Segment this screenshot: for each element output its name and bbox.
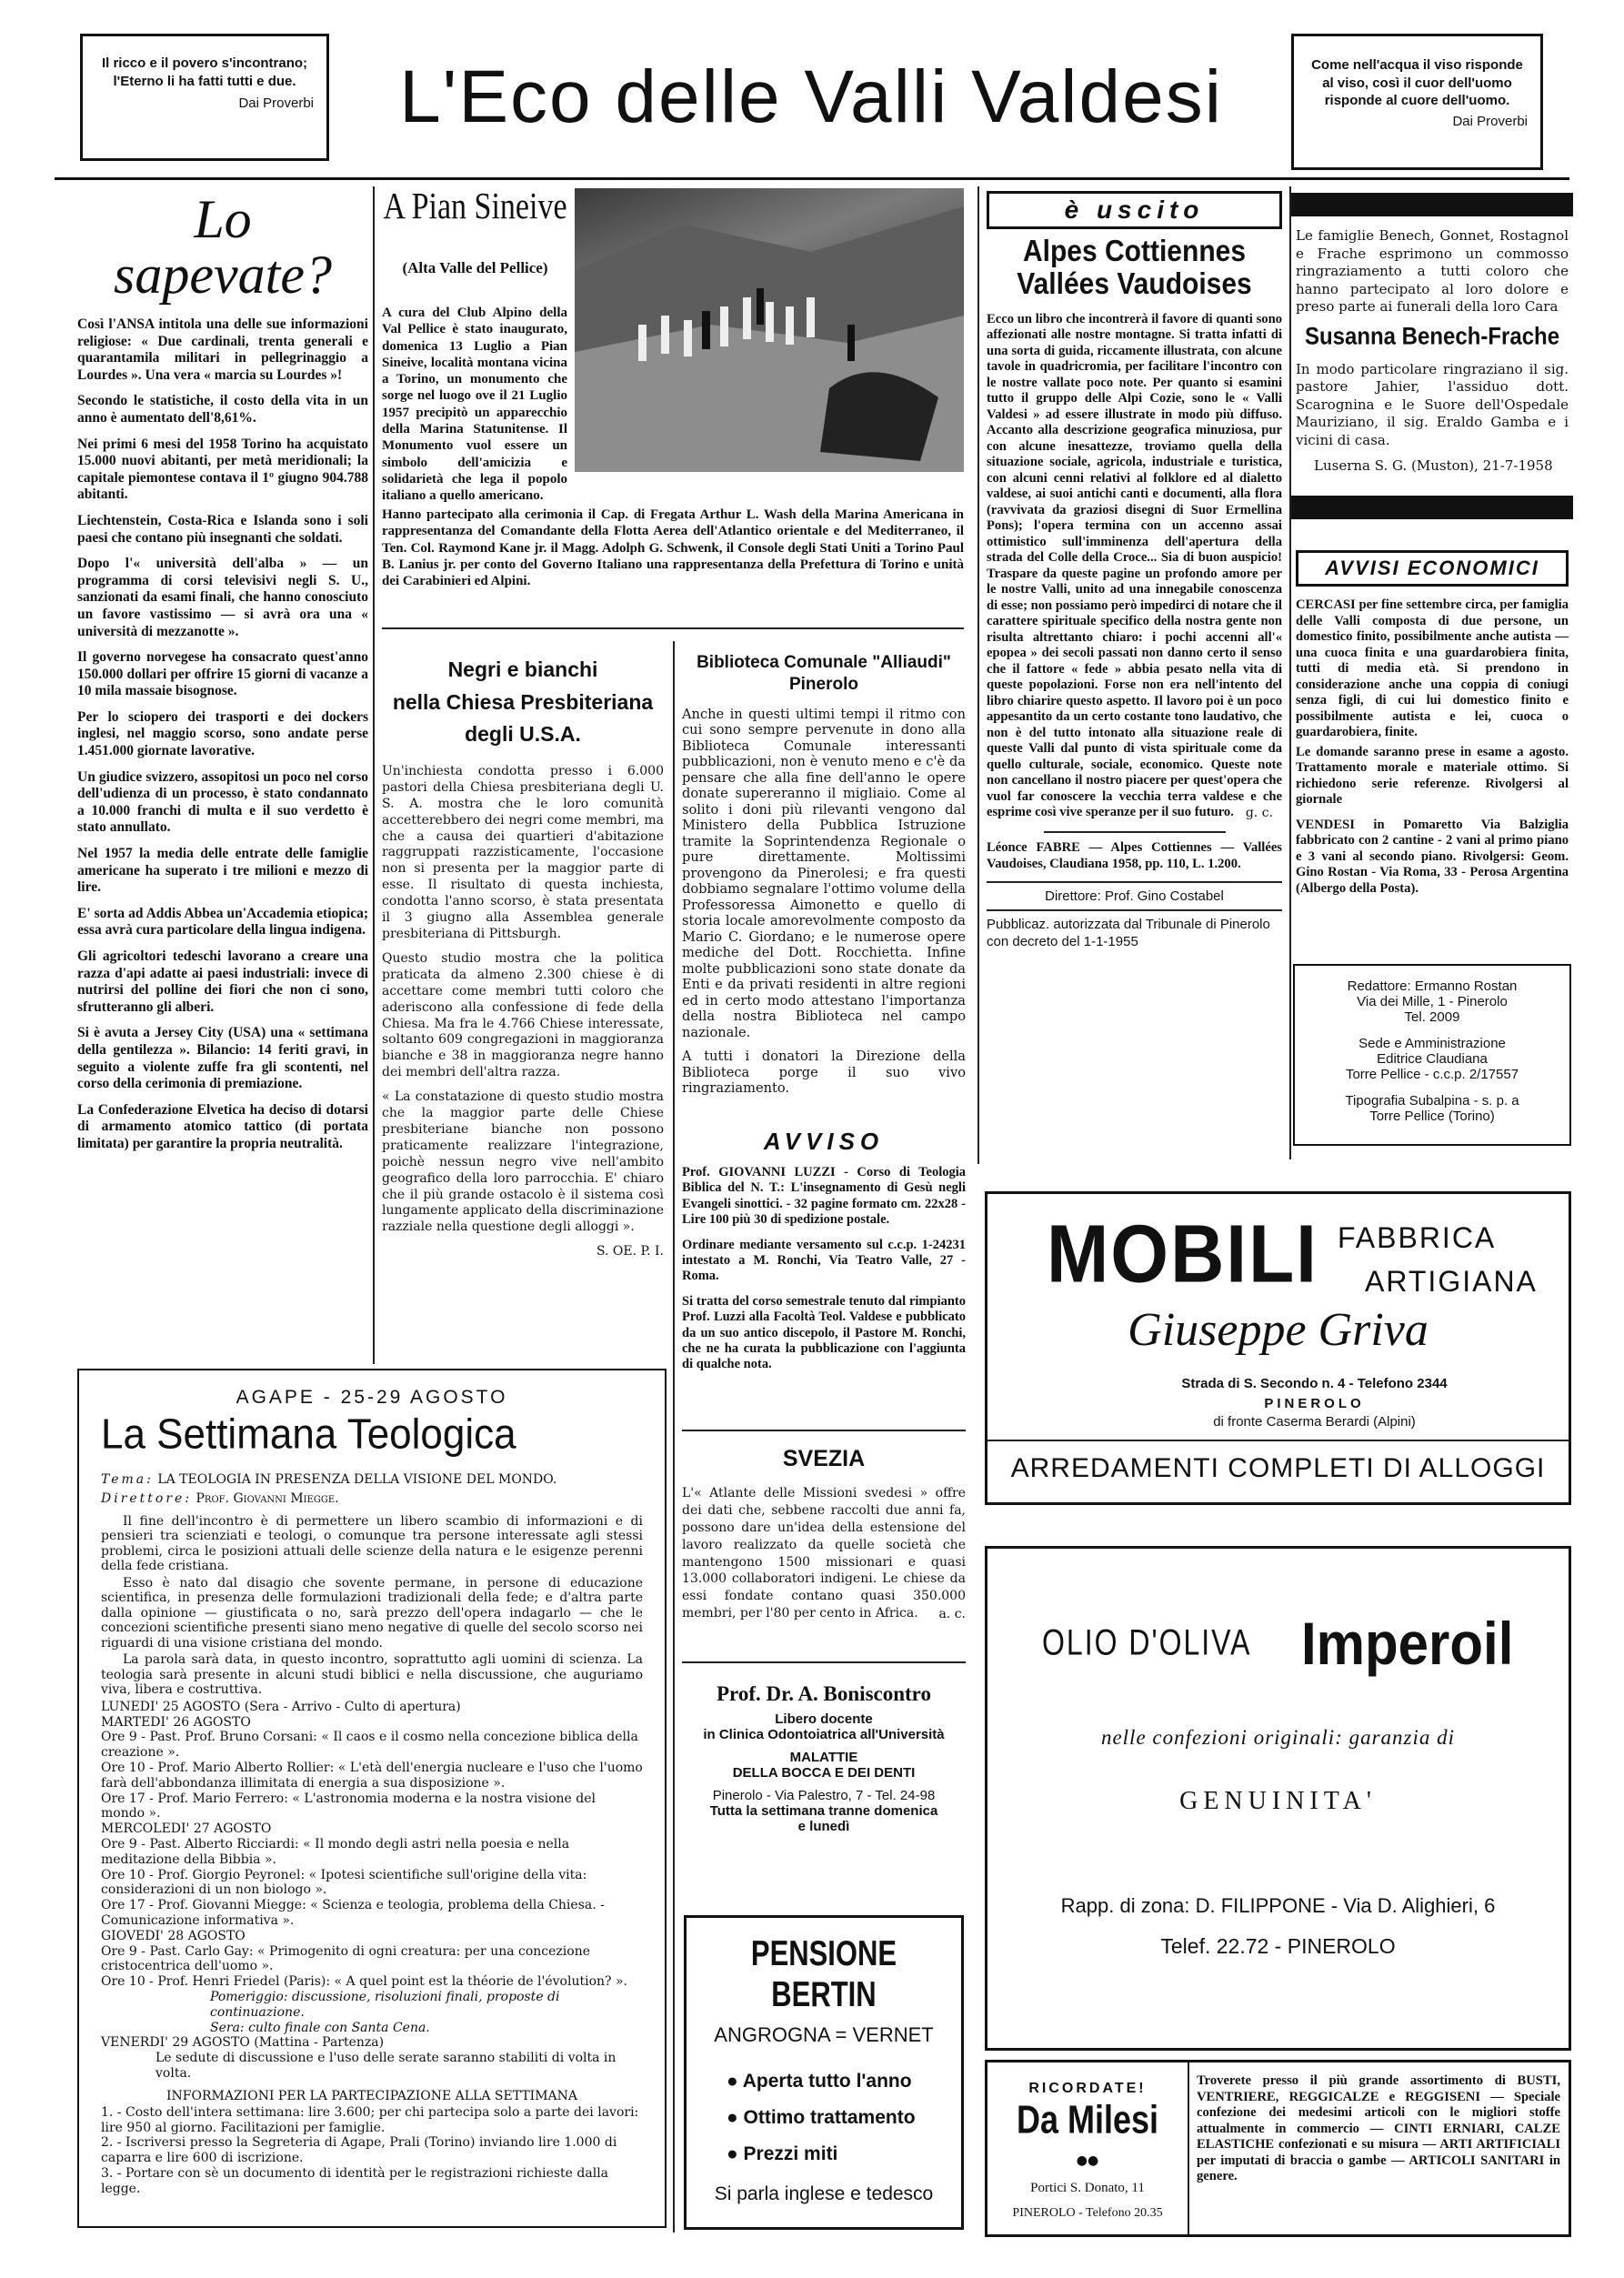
avvisi-ad-2: VENDESI in Pomaretto Via Balziglia fabbricato con 2 cantine - 2 vani al primo piano e 3 vani al secondo piano. Rivolgersi: Geom. Gino Rostan - Via Roma, 33 - Perosa Argentina (Albergo della Posta).	[1296, 817, 1569, 896]
program-line: MARTEDI' 26 AGOSTO	[101, 1714, 251, 1730]
bertin-name: PENSIONE BERTIN	[750, 1933, 897, 2014]
avviso-par-1: Prof. GIOVANNI LUZZI - Corso di Teologia Biblica del N. T.: L'insegnamento di Gesù negli Evangeli sinottici. - 32 pagine formato cm. 22x28 - Lire 100 più 30 di spedizione postale.	[682, 1165, 966, 1228]
bertin-list	[701, 2071, 947, 2165]
redazione-l4: Sede e Amministrazione	[1358, 1036, 1506, 1051]
boniscontro-line3: MALATTIE	[789, 1750, 858, 1765]
sapevate-par-12: Si è avuta a Jersey City (USA) una « settimana della gentilezza ». Bilancio: 14 feriti gravi, in seguito a violente zuffe fra gli scontenti, nel corso della cerimonia di premiazione.	[77, 1025, 368, 1092]
program-line: Ore 17 - Prof. Mario Ferrero: « L'astronomia moderna e la nostra visione del mondo ».	[101, 1791, 596, 1821]
bertin-location: ANGROGNA = VERNET	[714, 2023, 934, 2046]
column-divider-1	[373, 186, 375, 1364]
pian-sineive-body: Hanno partecipato alla cerimonia il Cap. di Fregata Arthur L. Wash della Marina Americana in rappresentanza del Comandante della Flotta Aerea dell'Atlantico orientale e del Mediterraneo, il Ten. Col. Raymond Kane jr. il Magg. Adolph G. Schwenk, il Console degli Stati Uniti a Torino Paul B. Lanius jr. per conto del Governo Italiano una rappresentanza della Prefettura di Torino e unità dei Carabinieri ed Alpini.	[382, 507, 964, 589]
uscito-section	[987, 191, 1282, 951]
mobili-near: di fronte Caserma Berardi (Alpini)	[1213, 1414, 1416, 1430]
ringraziamento-name: Susanna Benech-Frache	[1304, 323, 1560, 350]
column-divider-2	[977, 186, 979, 1164]
program-line: Ore 10 - Prof. Giorgio Peyronel: « Ipotesi scientifiche sull'origine della vita: considerazioni di un non biologo ».	[101, 1867, 587, 1898]
bertin-item: ● Prezzi miti	[727, 2143, 838, 2164]
program-line: Ore 10 - Prof. Henri Friedel (Paris): « A quel point est la théorie de l'évolution? ».	[101, 1974, 628, 1990]
ringraziamento-section	[1296, 227, 1569, 474]
uscito-rule-2	[987, 881, 1282, 883]
mobili-address: Strada di S. Secondo n. 4 - Telefono 2344	[1181, 1376, 1448, 1391]
uscito-header: è uscito	[987, 191, 1282, 229]
ringraziamento-bar-top	[1291, 193, 1573, 216]
program-line: Ore 9 - Past. Alberto Ricciardi: « Il mondo degli astri nella poesia e nella meditazione della Bibbia ».	[101, 1836, 570, 1867]
negri-title-1: Negri e bianchi	[447, 657, 598, 681]
program-line: MERCOLEDI' 27 AGOSTO	[101, 1821, 272, 1837]
lo-sapevate-title-1: Lo	[194, 189, 252, 249]
agape-header: AGAPE - 25-29 AGOSTO	[236, 1387, 508, 1408]
agape-info-2: 2. - Iscriversi presso la Segreteria di Agape, Prali (Torino) inviando lire 1.000 di caparra e lire 600 di iscrizione.	[101, 2135, 617, 2166]
column-divider-4	[1289, 186, 1291, 1159]
svezia-text: L'« Atlante delle Missioni svedesi » offre dei dati che, sebbene raccolti due anni fa, possono dare un'idea della estensione del lavoro realizzato da quelle società che mantengono 1500 missionari e quasi 13.000 collaboratori indigeni. Le chiese da essi fondate contano quasi 350.000 membri, per l'80 per cento in Africa.	[682, 1486, 966, 1621]
sapevate-par-2: Secondo le statistiche, il costo della vita in un anno è aumentato dell'8,61%.	[77, 393, 368, 426]
redazione-l7: Tipografia Subalpina - s. p. a	[1345, 1093, 1519, 1109]
svezia-title: SVEZIA	[782, 1446, 866, 1471]
boniscontro-hours-2: e lunedì	[797, 1819, 850, 1834]
agape-box	[77, 1369, 667, 2228]
milesi-ad	[985, 2060, 1571, 2237]
avvisi-economici-title: AVVISI ECONOMICI	[1296, 550, 1569, 587]
program-line: Ore 9 - Past. Carlo Gay: « Primogenito di ogni creatura: per una concezione cristocentrica dell'uomo ».	[101, 1943, 591, 1974]
agape-title: La Settimana Teologica	[101, 1410, 516, 1459]
boniscontro-line4: DELLA BOCCA E DEI DENTI	[732, 1765, 916, 1781]
ringraziamento-intro: Le famiglie Benech, Gonnet, Rostagnol e Frache esprimono un commosso ringraziamento a tutti coloro che hanno partecipato al loro dolore e preso parte ai funerali della loro Cara	[1296, 227, 1569, 315]
uscito-title-2: Vallées Vaudoises	[1017, 266, 1252, 301]
sapevate-par-8: Un giudice svizzero, assopitosi un poco nel corso dell'udienza di un processo, è stato condannato a 10.000 franchi di multa e il suo verdetto è stato annullato.	[77, 768, 368, 836]
program-line: Ore 10 - Prof. Mario Alberto Rollier: « L'età dell'energia nucleare e l'uso che l'uomo farà dell'abbondanza illimitata di energia a sua disposizione ».	[101, 1760, 643, 1791]
pian-sineive-section	[382, 186, 964, 641]
mobili-big: MOBILI	[1047, 1209, 1318, 1300]
sapevate-par-5: Dopo l'« università dell'alba » — un programma di corsi televisivi negli S. U., sanzionati da esami finali, che hanno conosciuto un favore vastissimo — si avrà ora una « università di mezzanotte ».	[77, 556, 368, 639]
uscito-title-1: Alpes Cottiennes	[1022, 235, 1247, 268]
program-line: VENERDI' 29 AGOSTO (Mattina - Partenza)	[101, 2035, 385, 2051]
photo-scene-image	[575, 188, 964, 472]
imperoil-tagline: nelle confezioni originali: garanzia di	[1100, 1726, 1456, 1749]
avviso-par-2: Ordinare mediante versamento sul c.c.p. 1-24231 intestato a M. Ronchi, Via Teatro Valle, 27 - Roma.	[682, 1237, 966, 1284]
imperoil-genuinita: GENUINITA'	[1179, 1787, 1377, 1815]
agape-info-1: 1. - Costo dell'intera settimana: lire 3.600; per chi partecipa solo a parte dei lavori: lire 950 al giorno. Facilitazioni per famiglie.	[101, 2104, 639, 2135]
sapevate-par-13: La Confederazione Elvetica ha deciso di dotarsi di armamento atomico tattico (di portata limitata) per garantire la propria neutralità.	[77, 1101, 368, 1151]
mobili-city: PINEROLO	[1264, 1396, 1365, 1411]
monument-photo	[575, 188, 964, 472]
avvisi-ad-1: CERCASI per fine settembre circa, per famiglia delle Valli composta di due persone, un domestico finito, possibilmente anche autista — una cuoca finita e una guardarobiera finita, tutti di media età. Si prendono in considerazione anche una coppia di coniugi senza figli, di cui lui domestico finito e possibilmente autista e lei, cuoca o guardarobiera, finite.	[1296, 597, 1569, 739]
imperoil-tel: Telef. 22.72 - PINEROLO	[1160, 1934, 1396, 1958]
biblioteca-title-1: Biblioteca Comunale "Alliaudi"	[697, 653, 951, 672]
agape-tema: Tema: LA TEOLOGIA IN PRESENZA DELLA VISIONE DEL MONDO.	[101, 1472, 557, 1487]
biblioteca-par-1: Anche in questi ultimi tempi il ritmo con cui sono sempre pervenute in dono alla Biblioteca Comunale interessanti pubblicazioni, non è venuto meno e c'è da pensare che alla fine dell'anno le opere donate supereranno il migliaio. Come al solito i doni più rilevanti vengono dal Ministero della Pubblica Istruzione tramite la Soprintendenza Regionale o pure direttamente. Moltissimi provengono da Pinerolesi; e fra questi dobbiamo segnalare l'ottimo volume della Professoressa Aimonetto e quello di storia locale amorevolmente composto da Mario C. Giordano; e le numerose opere mediche del Dott. Rocchietta. Infine molte pubblicazioni sono state donate da Enti e da privati residenti in altre regioni ed in certo modo attestano l'importanza della nostra Biblioteca nel campo nazionale.	[682, 706, 966, 1040]
redazione-l5: Editrice Claudiana	[1377, 1051, 1488, 1067]
negri-signature: S. OE. P. I.	[596, 1244, 664, 1259]
program-line: Ore 9 - Past. Prof. Bruno Corsani: « Il caos e il cosmo nella concezione biblica della creazione ».	[101, 1730, 638, 1761]
milesi-name: Da Milesi	[1016, 2096, 1159, 2142]
negri-par-3: « La constatazione di questo studio mostra che la maggior parte delle Chiese presbiteriane bianche non possono praticamente realizzare l'integrazione, poichè nessun negro vive nell'ambito geografico della loro parrocchia. E' chiaro che il più grande ostacolo è il sistema così lungamente applicato della discriminazione razziale nella questione degli alloggi ».	[382, 1089, 665, 1235]
imperoil-brand: Imperoil	[1301, 1610, 1514, 1678]
masthead-title: L'Eco delle Valli Valdesi	[399, 55, 1223, 138]
uscito-director: Direttore: Prof. Gino Costabel	[1045, 888, 1224, 905]
mobili-fabbrica: FABBRICA	[1338, 1221, 1497, 1254]
boniscontro-hours-1: Tutta la settimana tranne domenica	[709, 1803, 938, 1819]
sapevate-par-1: Così l'ANSA intitola una delle sue informazioni religiose: « Due cardinali, trenta generali e quarantamila militari in pellegrinaggio a Lourdes ». Una vera « marcia su Lourdes »!	[77, 316, 368, 383]
milesi-text: Troverete presso il più grande assortimento di BUSTI, VENTRIERE, REGGICALZE e REGGISENI — Speciale confezione dei medesimi articoli con le migliori stoffe attualmente in commercio — CINTI ERNIARI, CALZE ELASTICHE confezionati e su misura — ARTI ARTIFICIALI per imputati di braccia o gambe — ARTICOLI SANITARI in genere.	[1197, 2073, 1560, 2183]
agape-direttore: Direttore: Prof. Giovanni Miegge.	[101, 1490, 339, 1506]
mobili-footer: ARREDAMENTI COMPLETI DI ALLOGGI	[1010, 1453, 1546, 1483]
imperoil-ad	[985, 1546, 1571, 2051]
agape-program	[101, 1700, 643, 2082]
redazione-l2: Via dei Mille, 1 - Pinerolo	[1357, 994, 1508, 1009]
uscito-rule	[1044, 831, 1226, 833]
column-divider-3	[673, 641, 675, 2233]
sapevate-par-11: Gli agricoltori tedeschi lavorano a creare una razza d'api adatte ai paesi industriali: invece di nutrirsi del polline dei fiori che non ci sono, sfrutteranno gli alberi.	[77, 948, 368, 1015]
left-box-quote: Il ricco e il povero s'incontrano; l'Eterno li ha fatti tutti e due.	[101, 55, 308, 89]
mobili-ad	[985, 1191, 1571, 1505]
pian-sineive-subtitle: (Alta Valle del Pellice)	[402, 259, 548, 276]
sapevate-par-4: Liechtenstein, Costa-Rica e Islanda sono i soli paesi che contano più insegnanti che soldati.	[77, 512, 368, 546]
boniscontro-line2: in Clinica Odontoiatrica all'Università	[703, 1727, 945, 1742]
redazione-l1: Redattore: Ermanno Rostan	[1347, 978, 1518, 994]
uscito-text: Ecco un libro che incontrerà il favore di quanti sono affezionati alle nostre montagne. Si tratta infatti di una sorta di guida, riccamente illustrata, con alcune tavole in quadricromia, per facilitare l'incontro con le nostre vallate poco note. Per quanto si esamini tutto il gruppo delle Alpi Cozie, sono le « Valli Valdesi » ad essere illustrate in modo più diffuso. Accanto alla descrizione geografica minuziosa, pur con alcune inesattezze, troviamo quella della situazione sociale, agricola, industriale e turistica, con alcuni cenni relativi al folklore ed al dialetto valdese, ai suoi antichi canti e documenti, alla flora (ravvivata da graziosi disegni di Suor Ermellina Pons); l'opera termina con un accenno assai ottimistico sull'imminenza dell'apertura della strada del Colle della Croce... Sia di buon auspicio! Traspare da queste pagine un profondo amore per le nostre Valli, unito ad una innegabile conoscenza di esse; non possiamo però impedirci di notare che il carattere spirituale specifico della nostra gente non risulta altrettanto chiaro: i pochi accenni all'« epopea » dei secoli passati non danno certo il senso che il fattore « fede » abbia pesato nella vita di queste popolazioni. Forse non era nell'intento del libro chiarire questo aspetto. Il lavoro poi è un poco appesantito da un certo costante tono laudativo, che non è del tutto intonato alla situazione reale di queste Valli dal punto di vista spirituale come da quello culturale, sociale, economico. Queste note non cancellano il nostro piacere per quest'opera che vuol far conoscere la vecchia terra valdese e che esprime così vive speranze per il suo futuro.	[987, 311, 1282, 819]
mobili-artigiana: ARTIGIANA	[1365, 1265, 1538, 1298]
redazione-l3: Tel. 2009	[1404, 1009, 1460, 1025]
biblioteca-par-2: A tutti i donatori la Direzione della Biblioteca porge il suo vivo ringraziamento.	[682, 1049, 966, 1096]
bertin-item: ● Aperta tutto l'anno	[727, 2071, 912, 2092]
milesi-city: PINEROLO - Telefono 20.35	[1012, 2206, 1163, 2220]
ringraziamento-bar-bottom	[1291, 496, 1573, 519]
boniscontro-ad	[682, 1682, 966, 1834]
biblioteca-title-2: Pinerolo	[788, 674, 858, 694]
avviso-par-3: Si tratta del corso semestrale tenuto dal rimpianto Prof. Luzzi alla Facoltà Teol. Valdese e pubblicato da un suo antico discepolo, il Pastore M. Ronchi, che ne ha curata la pubblicazione con l'aggiunta di qualche nota.	[682, 1293, 966, 1372]
avvisi-ad-1b: Le domande saranno prese in esame a agosto. Trattamento morale e materiale ottimo. Si richiedono serie referenze. Rivolgersi al giornale	[1296, 744, 1569, 807]
redazione-l8: Torre Pellice (Torino)	[1369, 1109, 1495, 1124]
program-line: GIOVEDI' 28 AGOSTO	[101, 1928, 246, 1943]
bertin-footer: Si parla inglese e tedesco	[714, 2183, 934, 2204]
avviso-title: AVVISO	[763, 1128, 885, 1155]
program-line: Sera: culto finale con Santa Cena.	[210, 2020, 430, 2035]
program-line: Pomeriggio: discussione, risoluzioni finali, proposte di continuazione.	[210, 1989, 560, 2020]
masthead-right-box	[1291, 34, 1543, 170]
agape-par-2: Esso è nato dal disagio che sovente permane, in persone di educazione scientifica, in presenza delle formulazioni tradizionali della fede; e d'altra parte dalla opinione — giustificata o no, sarà prezzo dell'opera indagarlo — che le concezioni scientifiche presenti siano meno negative di quelle del secolo scorso nei riguardi di una visione cristiana del mondo.	[101, 1575, 643, 1651]
program-line: LUNEDI' 25 AGOSTO (Sera - Arrivo - Culto di apertura)	[101, 1699, 461, 1714]
masthead-left-box	[80, 34, 329, 161]
svezia-rule	[682, 1661, 966, 1663]
lo-sapevate-section	[77, 186, 368, 1162]
right-box-source: Dai Proverbi	[1452, 113, 1528, 129]
pian-sineive-title: A Pian Sineive	[383, 186, 567, 227]
redazione-l6: Torre Pellice - c.c.p. 2/17557	[1345, 1067, 1519, 1082]
agape-par-3: La parola sarà data, in questo incontro, soprattutto agli uomini di scienza. La teologia sarà presente in alcuni studi biblici e nella discussione, che auguriamo viva, libera e costruttiva.	[101, 1652, 643, 1698]
sapevate-par-3: Nei primi 6 mesi del 1958 Torino ha acquistato 15.000 nuovi abitanti, per metà meridionali; la capitale piemontese contava il 1º giugno 904.788 abitanti.	[77, 436, 368, 503]
pian-sineive-intro: A cura del Club Alpino della Val Pellice è stato inaugurato, domenica 13 Luglio a Pian Sineive, località montana vicina a Torino, un monumento che sorge nel luogo ove il 21 Luglio 1957 precipitò un apparecchio della Marina Statunitense. Il Monumento vuol essere un simbolo dell'amicizia e solidarietà che lega il popolo italiano a quello americano.	[382, 306, 567, 504]
avvisi-economici-section	[1296, 550, 1569, 906]
bertin-ad	[684, 1915, 964, 2230]
boniscontro-address: Pinerolo - Via Palestro, 7 - Tel. 24-98	[712, 1788, 936, 1803]
milesi-portici: Portici S. Donato, 11	[1030, 2181, 1145, 2195]
uscito-rule-3	[987, 909, 1282, 911]
milesi-dots: ●●	[1076, 2153, 1099, 2168]
mobili-name: Giuseppe Griva	[1128, 1304, 1429, 1356]
uscito-authorization: Pubblicaz. autorizzata dal Tribunale di Pinerolo con decreto del 1-1-1955	[987, 917, 1270, 950]
sapevate-par-6: Il governo norvegese ha consacrato quest'anno 150.000 dollari per offrire 15 giorni di vacanze a 10 mila massaie bisognose.	[77, 649, 368, 699]
negri-title-3: degli U.S.A.	[465, 722, 581, 747]
redazione-box	[1293, 964, 1571, 1146]
left-box-source: Dai Proverbi	[238, 95, 314, 111]
negri-par-2: Questo studio mostra che la politica praticata da almeno 2.300 chiese è di accettare come membri tutti coloro che aderiscono alla confessione di fede della Chiesa. Ma fra le 4.766 Chiese interessate, soltanto 609 congregazioni in maggioranza bianche e 38 in maggioranza negre hanno dei membri dell'altra razza.	[382, 950, 664, 1080]
masthead-rule	[55, 177, 1569, 180]
avviso-rule	[682, 1430, 966, 1431]
boniscontro-line1: Libero docente	[775, 1711, 873, 1727]
biblioteca-section	[682, 650, 966, 1105]
right-box-quote: Come nell'acqua il viso risponde al viso, così il cuor dell'uomo risponde al cuore dell'uomo.	[1311, 57, 1523, 108]
imperoil-olio: OLIO D'OLIVA	[1042, 1621, 1252, 1663]
agape-info-3: 3. - Portare con sè un documento di identità per le registrazioni richieste dalla legge.	[101, 2165, 609, 2196]
boniscontro-name: Prof. Dr. A. Boniscontro	[717, 1682, 931, 1705]
ringraziamento-place: Luserna S. G. (Muston), 21-7-1958	[1314, 457, 1553, 474]
program-line: Le sedute di discussione e l'uso delle serate saranno stabiliti di volta in volta.	[155, 2051, 617, 2081]
negri-title-2: nella Chiesa Presbiteriana	[392, 689, 654, 714]
milesi-ricordate: RICORDATE!	[1028, 2081, 1147, 2096]
sapevate-par-9: Nel 1957 la media delle entrate delle famiglie americane ha superato i tre milioni e mezzo di lire.	[77, 846, 368, 896]
negri-par-1: Un'inchiesta condotta presso i 6.000 pastori della Chiesa presbiteriana degli U. S. A. mostra che le loro comunità accetterebbero dei negri come membri, ma che a causa dei quartieri d'abitazione raggruppati razzisticamente, l'occasione non si presenta per la maggior parte di esse. Il risultato di questa inchiesta, condotta l'anno scorso, è stata presentata il 3 giugno alla Assemblea generale presbiteriana di Pittsburgh.	[382, 763, 664, 941]
imperoil-rapp: Rapp. di zona: D. FILIPPONE - Via D. Alighieri, 6	[1060, 1894, 1496, 1917]
ringraziamento-text: In modo particolare ringraziano il sig. pastore Jahier, l'assiduo dott. Scarognina e le Suore dell'Ospedale Mauriziano, il sig. Eraldo Gamba e i vicini di casa.	[1296, 360, 1569, 448]
svezia-signature: a. c.	[938, 1607, 966, 1622]
agape-par-1: Il fine dell'incontro è di permettere un libero scambio di informazioni e di pensieri tra scienziati e teologi, o comunque tra persone interessate agli stessi problemi, circa le posizioni attuali delle scienze della natura e le esigenze perenni della fede cristiana.	[101, 1513, 643, 1574]
sapevate-par-7: Per lo sciopero dei trasporti e dei dockers inglesi, nel maggio scorso, sono andate perse 1.451.000 giornate lavorative.	[77, 708, 368, 759]
uscito-citation: Léonce FABRE — Alpes Cottiennes — Vallées Vaudoises, Claudiana 1958, pp. 110, L. 1.200.	[987, 840, 1282, 871]
pian-sineive-rule	[382, 627, 964, 629]
program-line: Ore 17 - Prof. Giovanni Miegge: « Scienza e teologia, problema della Chiesa. - Comunicazione informativa ».	[101, 1898, 605, 1928]
sapevate-par-10: E' sorta ad Addis Abbea un'Accademia etiopica; essa avrà cura particolare della lingua indigena.	[77, 905, 368, 938]
lo-sapevate-title-2: sapevate?	[114, 245, 332, 305]
uscito-signature: g. c.	[1245, 805, 1273, 820]
milesi-divider	[1188, 2062, 1189, 2234]
avviso-section	[682, 1128, 966, 1382]
negri-section	[382, 641, 664, 1259]
mobili-rule	[987, 1440, 1569, 1441]
svezia-section	[682, 1446, 966, 1622]
agape-info-title: INFORMAZIONI PER LA PARTECIPAZIONE ALLA SETTIMANA	[166, 2088, 577, 2103]
bertin-item: ● Ottimo trattamento	[727, 2107, 916, 2128]
